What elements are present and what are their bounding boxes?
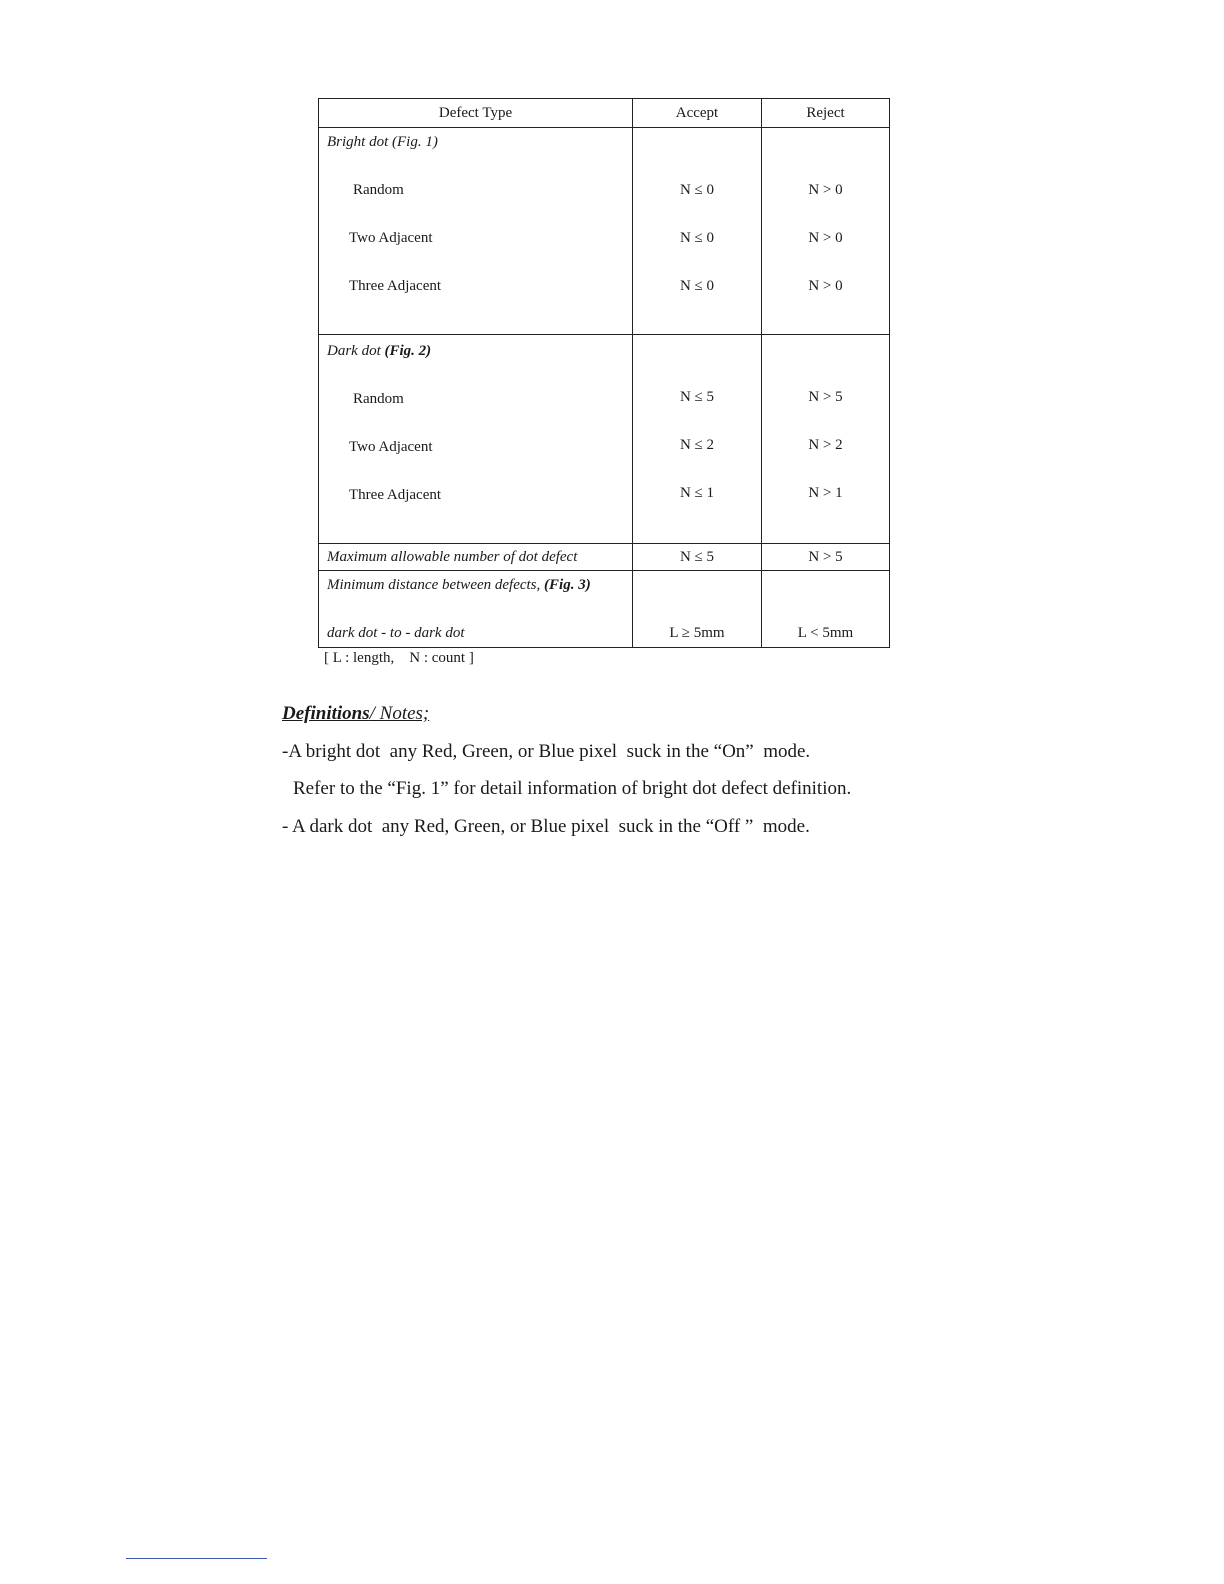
bright-dot-title <box>319 128 632 176</box>
min-distance-title <box>319 571 632 619</box>
bright-two-adjacent-label: Two Adjacent <box>349 230 433 246</box>
dark-random-label: Random <box>353 391 404 407</box>
dark-dot-reject <box>762 335 890 544</box>
defect-criteria-table <box>318 98 890 648</box>
min-distance-row <box>319 571 890 648</box>
notes-title-bold: Definitions <box>282 703 370 724</box>
dark-random-accept: N ≤ 5 <box>679 389 715 405</box>
header-accept: Accept <box>633 99 762 128</box>
bright-dot-accept <box>633 128 762 335</box>
dark-dot-labels <box>319 335 633 544</box>
dark-two-adjacent-reject: N > 2 <box>808 437 843 453</box>
bright-dot-reject <box>762 128 890 335</box>
dark-dot-title <box>319 335 632 385</box>
bright-three-adjacent-reject: N > 0 <box>808 278 843 294</box>
dark-two-adjacent-label: Two Adjacent <box>349 439 433 455</box>
max-allowable-label: Maximum allowable number of dot defect <box>319 544 633 571</box>
min-distance-reject-cell <box>762 571 890 648</box>
bright-random-reject: N > 0 <box>808 182 843 198</box>
bright-dot-section <box>319 128 890 335</box>
bright-dot-labels <box>319 128 633 335</box>
note-line-refer-fig1: Refer to the “Fig. 1” for detail information of bright dot defect definition. <box>293 778 852 799</box>
min-distance-accept-cell <box>633 571 762 648</box>
table-header-row <box>319 99 890 128</box>
dark-random-reject: N > 5 <box>808 389 843 405</box>
bright-two-adjacent-accept: N ≤ 0 <box>679 230 715 246</box>
dark-three-adjacent-reject: N > 1 <box>808 485 843 501</box>
dark-dot-section <box>319 335 890 544</box>
bright-random-label: Random <box>353 182 404 198</box>
min-distance-reject: L < 5mm <box>797 625 854 641</box>
max-allowable-accept: N ≤ 5 <box>633 544 762 571</box>
bright-three-adjacent-label: Three Adjacent <box>349 278 442 294</box>
table-legend: [ L : length, N : count ] <box>324 650 474 666</box>
bright-random-accept: N ≤ 0 <box>679 182 715 198</box>
bright-three-adjacent-accept: N ≤ 0 <box>679 278 715 294</box>
dark-dot-accept <box>633 335 762 544</box>
max-allowable-row <box>319 544 890 571</box>
dark-three-adjacent-label: Three Adjacent <box>349 487 442 503</box>
note-line-dark-dot: - A dark dot any Red, Green, or Blue pixel suck in the “Off ” mode. <box>282 815 810 837</box>
min-distance-labels <box>319 571 633 648</box>
bright-two-adjacent-reject: N > 0 <box>808 230 843 246</box>
notes-title-rest: / Notes; <box>369 703 430 724</box>
dark-two-adjacent-accept: N ≤ 2 <box>679 437 715 453</box>
dark-dot-fig-ref: (Fig. 2) <box>384 343 432 359</box>
max-allowable-reject: N > 5 <box>762 544 890 571</box>
min-distance-fig-ref: (Fig. 3) <box>544 577 591 593</box>
definitions-notes <box>282 695 851 845</box>
dark-dot-title-text: Dark dot <box>327 343 381 359</box>
footnote-divider <box>126 1558 267 1559</box>
dark-to-dark-label: dark dot - to - dark dot <box>327 625 465 641</box>
bright-dot-title-text: Bright dot <box>327 134 389 150</box>
dark-three-adjacent-accept: N ≤ 1 <box>679 485 715 501</box>
header-reject: Reject <box>762 99 890 128</box>
notes-title <box>282 695 851 733</box>
note-line-bright-dot: -A bright dot any Red, Green, or Blue pixel suck in the “On” mode. <box>282 740 811 762</box>
min-distance-title-text: Minimum distance between defects, <box>327 577 541 593</box>
header-defect-type: Defect Type <box>319 99 633 128</box>
min-distance-accept: L ≥ 5mm <box>669 625 725 641</box>
bright-dot-fig-ref: (Fig. 1) <box>392 134 438 150</box>
